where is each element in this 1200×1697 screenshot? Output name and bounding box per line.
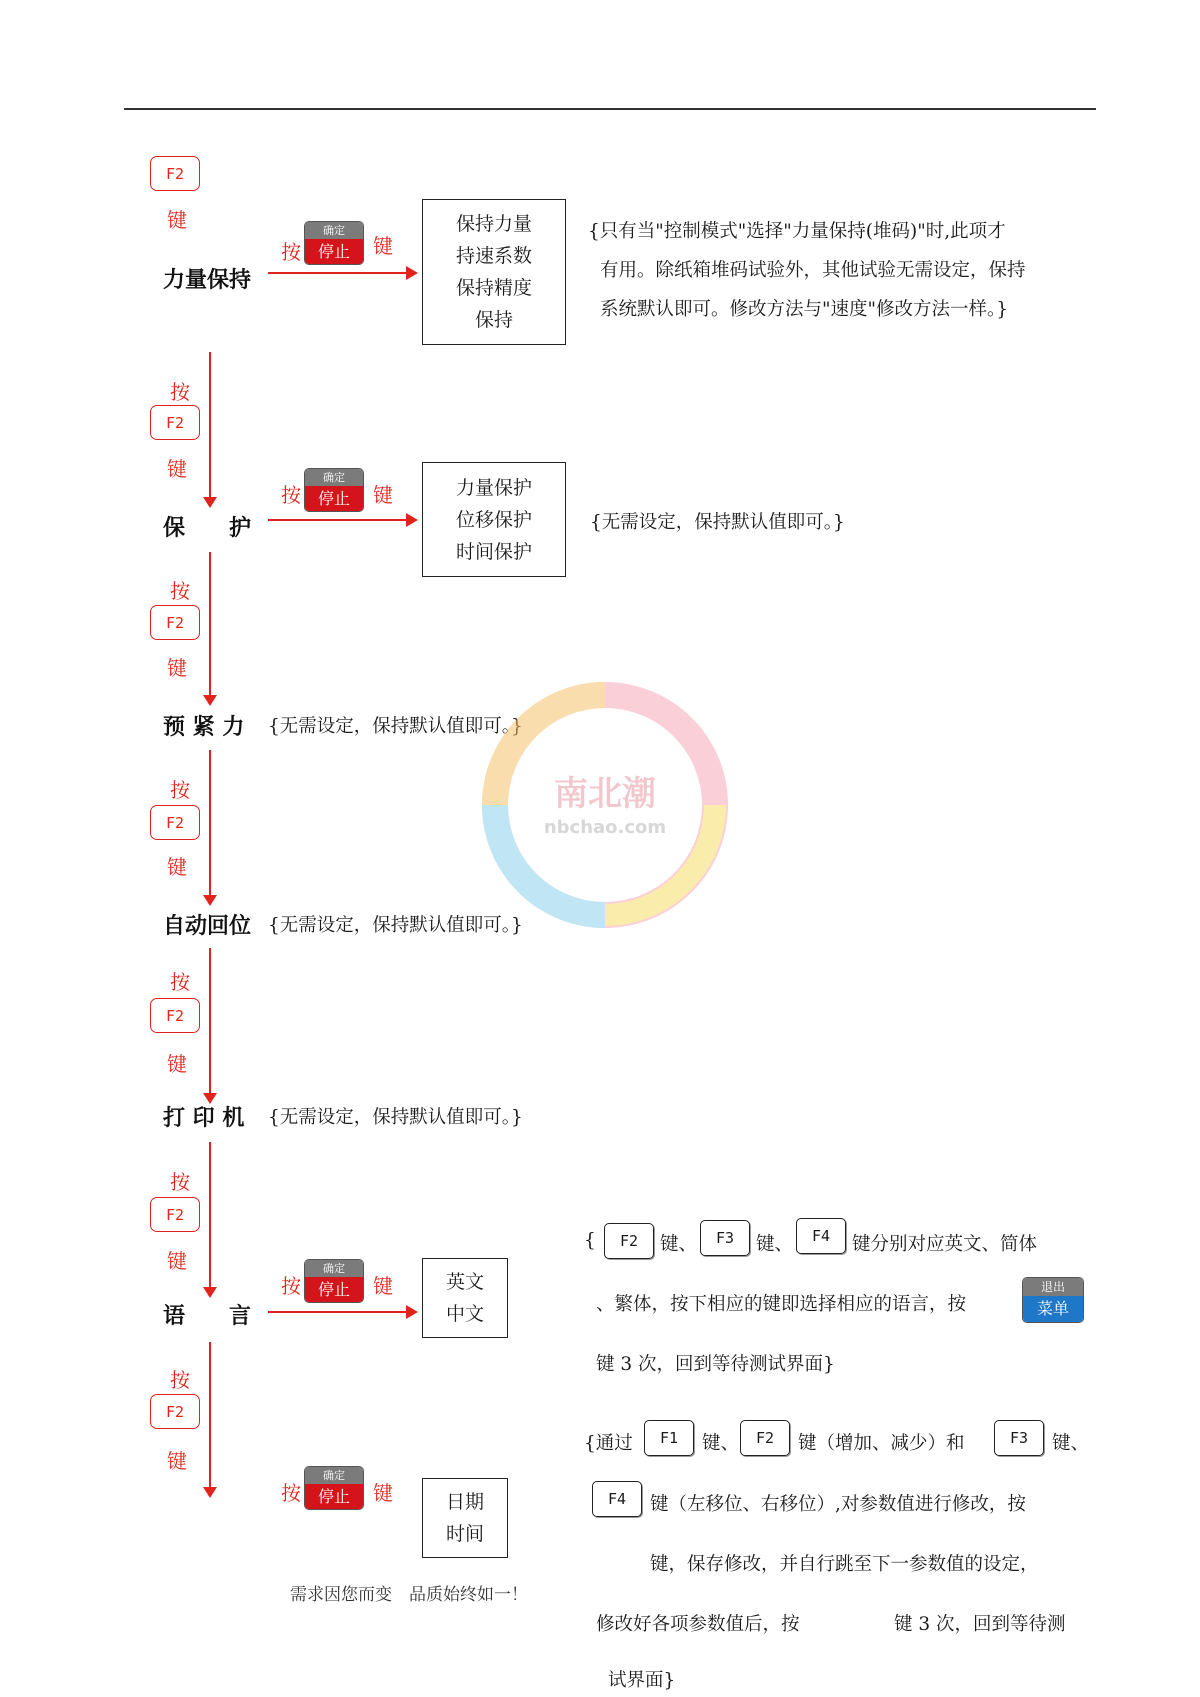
flow-arrow-down (209, 948, 211, 1094)
confirm-stop-key-icon: 确定 停止 (305, 469, 363, 511)
f2-key-icon: F2 (150, 1197, 200, 1232)
f4-key-icon: F4 (592, 1481, 642, 1517)
flow-arrow-right (268, 272, 408, 274)
lang-desc-line1: 键分别对应英文、简体 (852, 1234, 1038, 1255)
flow-arrow-right (268, 519, 408, 521)
key-word: 键 (373, 234, 393, 258)
f2-key-icon: F2 (150, 998, 200, 1033)
press-word: 按 (281, 1274, 301, 1298)
force-hold-desc: {只有当"控制模式"选择"力量保持(堆码)"时,此项才 有用。除纸箱堆码试验外，其他试验无需设定，保持 系统默认即可。修改方法与"速度"修改方法一样。} (588, 221, 1026, 320)
f2-key-icon: F2 (604, 1223, 654, 1259)
flow-arrow-down (209, 352, 211, 498)
f1-key-icon: F1 (644, 1420, 694, 1456)
label-language: 语 言 (163, 1304, 252, 1329)
dt-desc-line1a: {通过 (584, 1433, 633, 1454)
key-word: 键 (167, 457, 187, 481)
force-hold-box: 保持力量 持速系数 保持精度 保持 (422, 199, 566, 345)
lang-desc-open: { (584, 1230, 596, 1251)
flow-arrow-down (209, 552, 211, 696)
press-word: 按 (170, 1368, 190, 1392)
header-rule (124, 108, 1096, 110)
dt-desc-line3: 键，保存修改，并自行跳至下一参数值的设定， (650, 1554, 1039, 1575)
f4-key-icon: F4 (796, 1218, 846, 1254)
flow-arrow-right (268, 1311, 408, 1313)
label-auto-return: 自动回位 (163, 914, 252, 939)
dt-desc-line1b: 键、 (702, 1433, 740, 1454)
label-protect: 保 护 (163, 516, 252, 541)
confirm-stop-key-icon: 确定 停止 (305, 1467, 363, 1509)
press-word: 按 (170, 1170, 190, 1194)
press-word: 按 (170, 970, 190, 994)
flow-arrow-down (209, 750, 211, 896)
dt-desc-line4b: 键 3 次，回到等待测 (894, 1614, 1066, 1635)
label-force-hold: 力量保持 (163, 268, 252, 293)
lang-desc-sep: 键、 (660, 1234, 698, 1255)
datetime-box: 日期 时间 (422, 1478, 508, 1558)
f3-key-icon: F3 (994, 1420, 1044, 1456)
press-word: 按 (170, 579, 190, 603)
label-preload: 预 紧 力 (163, 715, 245, 740)
press-word: 按 (281, 483, 301, 507)
f2-key-icon: F2 (150, 1394, 200, 1429)
f2-key-icon: F2 (150, 605, 200, 640)
auto-return-desc: {无需设定，保持默认值即可。} (268, 915, 523, 936)
key-word: 键 (167, 656, 187, 680)
watermark-logo (455, 655, 755, 955)
key-word: 键 (373, 1481, 393, 1505)
key-word: 键 (167, 1249, 187, 1273)
dt-desc-line1c: 键（增加、减少）和 (798, 1433, 965, 1454)
lang-desc-sep: 键、 (756, 1234, 794, 1255)
confirm-stop-key-icon: 确定 停止 (305, 222, 363, 264)
f2-key-icon: F2 (150, 156, 200, 191)
f2-key-icon: F2 (150, 405, 200, 440)
key-word: 键 (373, 483, 393, 507)
dt-desc-line2: 键（左移位、右移位）,对参数值进行修改，按 (650, 1494, 1026, 1515)
dt-desc-line5: 试界面} (608, 1670, 676, 1691)
press-word: 按 (170, 380, 190, 404)
lang-desc-line3: 键 3 次，回到等待测试界面} (596, 1354, 835, 1375)
svg-text:nbchao.com: nbchao.com (543, 817, 667, 838)
f3-key-icon: F3 (700, 1220, 750, 1256)
language-box: 英文 中文 (422, 1258, 508, 1338)
confirm-stop-key-icon: 确定 停止 (305, 1260, 363, 1302)
key-word: 键 (167, 855, 187, 879)
printer-desc: {无需设定，保持默认值即可。} (268, 1107, 523, 1128)
press-word: 按 (281, 240, 301, 264)
key-word: 键 (167, 1052, 187, 1076)
key-word: 键 (167, 208, 187, 232)
svg-text:南北潮: 南北潮 (554, 774, 656, 814)
protect-box: 力量保护 位移保护 时间保护 (422, 462, 566, 577)
flow-arrow-down (209, 1342, 211, 1488)
protect-desc: {无需设定，保持默认值即可。} (590, 512, 845, 533)
f2-key-icon: F2 (740, 1420, 790, 1456)
key-word: 键 (167, 1449, 187, 1473)
key-word: 键 (373, 1274, 393, 1298)
lang-desc-line2: 、繁体，按下相应的键即选择相应的语言，按 (596, 1294, 967, 1315)
dt-desc-line4a: 修改好各项参数值后，按 (596, 1614, 800, 1635)
footer-slogan: 需求因您而变 品质始终如一！ (290, 1585, 528, 1605)
press-word: 按 (281, 1481, 301, 1505)
flow-arrow-down (209, 1142, 211, 1288)
f2-key-icon: F2 (150, 805, 200, 840)
dt-desc-line1d: 键、 (1052, 1433, 1090, 1454)
press-word: 按 (170, 778, 190, 802)
label-printer: 打 印 机 (163, 1106, 245, 1131)
menu-key-icon: 退出 菜单 (1023, 1278, 1083, 1322)
preload-desc: {无需设定，保持默认值即可。} (268, 716, 523, 737)
